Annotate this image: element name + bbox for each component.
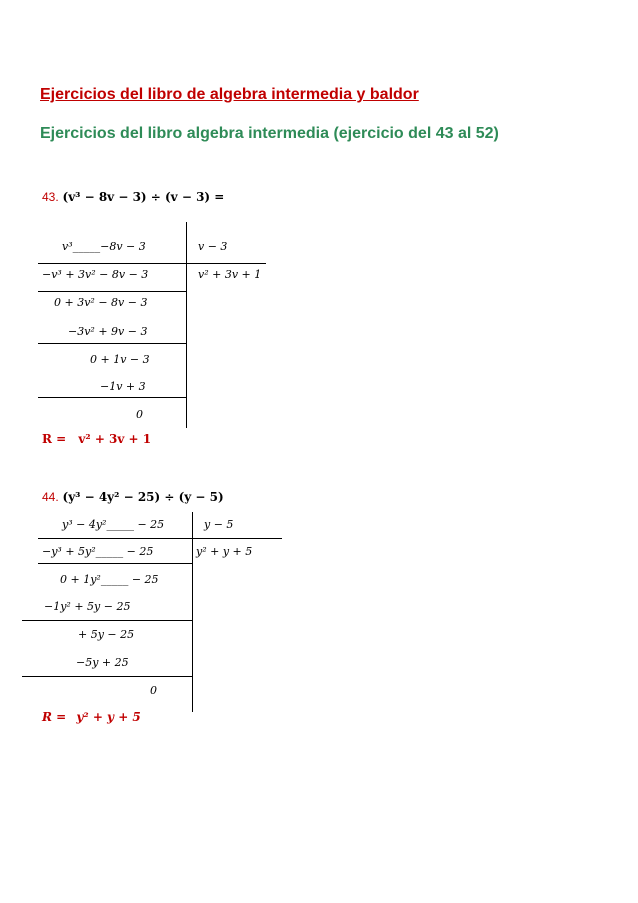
ex43-row-2: 0 + 3v² − 8v − 3: [54, 296, 148, 309]
ex43-row-1: −v³ + 3v² − 8v − 3: [42, 268, 149, 281]
ex44-vertical-divider: [192, 512, 193, 712]
page-heading: Ejercicios del libro de algebra intermedia y baldor: [40, 86, 419, 103]
ex43-result-label: R =: [42, 432, 67, 446]
page-subheading: Ejercicios del libro algebra intermedia (ejercicio del 43 al 52): [40, 125, 499, 142]
ex44-row-6: 0: [150, 684, 157, 697]
ex43-row-5: −1v + 3: [100, 380, 146, 393]
ex44-row-1: −y³ + 5y²_____ − 25: [42, 545, 154, 558]
ex43-divisor: v − 3: [198, 240, 228, 253]
ex44-row-5: −5y + 25: [76, 656, 129, 669]
ex43-dividend: v³_____−8v − 3: [62, 240, 146, 253]
ex43-row-4: 0 + 1v − 3: [90, 353, 150, 366]
ex43-row-6: 0: [136, 408, 143, 421]
exercise-43-number: 43.: [42, 190, 59, 204]
ex44-row-3: −1y² + 5y − 25: [44, 600, 131, 613]
ex43-line-1: [38, 263, 266, 264]
ex44-result-label: R =: [42, 710, 67, 724]
ex43-line-2: [38, 291, 186, 292]
ex44-line-1: [38, 538, 282, 539]
ex44-row-4: + 5y − 25: [78, 628, 135, 641]
ex44-line-4: [22, 676, 192, 677]
ex44-line-2: [38, 563, 192, 564]
ex43-line-3: [38, 343, 186, 344]
ex43-vertical-divider: [186, 222, 187, 428]
ex44-quotient: y² + y + 5: [196, 545, 253, 558]
exercise-43-problem: (v³ − 8v − 3) ÷ (v − 3) =: [62, 190, 225, 204]
ex44-line-3: [22, 620, 192, 621]
ex44-result-value: y² + y + 5: [76, 710, 141, 724]
ex43-result: [42, 432, 151, 446]
ex44-row-2: 0 + 1y²_____ − 25: [60, 573, 159, 586]
exercise-43-statement: [42, 190, 224, 204]
exercise-44-problem: (y³ − 4y² − 25) ÷ (y − 5): [62, 490, 224, 504]
ex43-quotient: v² + 3v + 1: [198, 268, 262, 281]
ex44-result: [42, 710, 141, 724]
ex44-dividend: y³ − 4y²_____ − 25: [62, 518, 165, 531]
ex43-row-3: −3v² + 9v − 3: [68, 325, 148, 338]
exercise-44-statement: [42, 490, 224, 504]
ex43-line-4: [38, 397, 186, 398]
exercise-44-number: 44.: [42, 490, 59, 504]
ex44-divisor: y − 5: [204, 518, 234, 531]
ex43-result-value: v² + 3v + 1: [78, 432, 152, 446]
